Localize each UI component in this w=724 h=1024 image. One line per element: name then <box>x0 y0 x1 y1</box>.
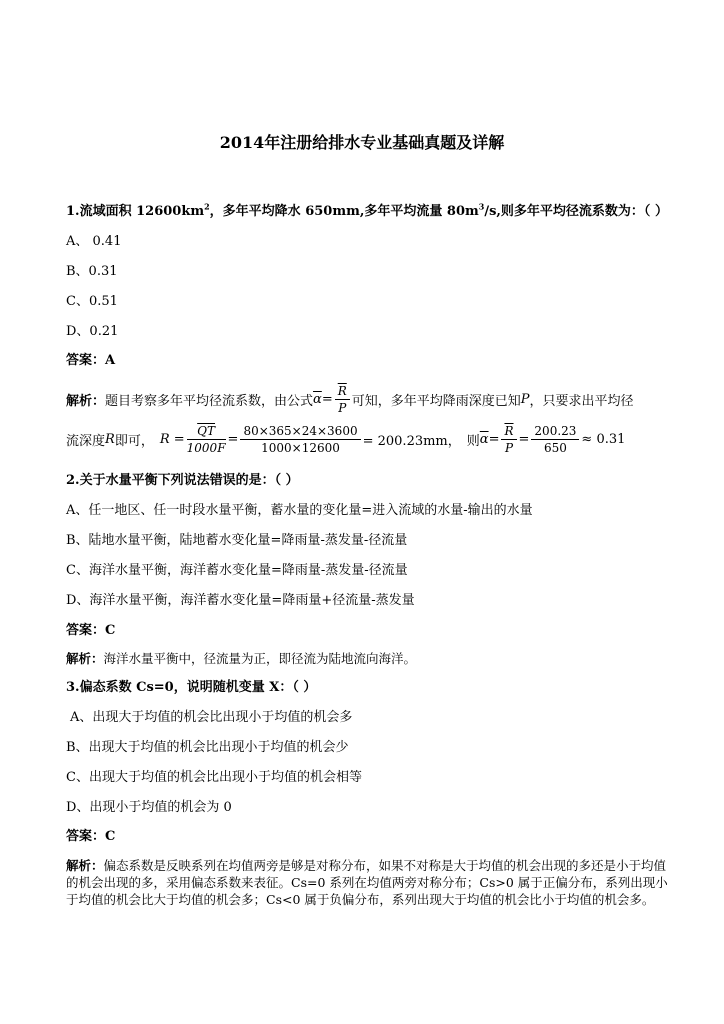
explanation-text-1c: ，只要求出平均径 <box>529 393 634 409</box>
explanation-text-2b: 即可， <box>114 433 154 449</box>
explanation-label: 解析： <box>66 393 106 409</box>
question-3-option-a: A、出现大于均值的机会比出现小于均值的机会多 <box>70 710 353 725</box>
explanation-text-ze: 则 <box>466 433 480 449</box>
question-3-stem: 3.偏态系数 Cs=0，说明随机变量 X：（ ） <box>66 680 317 695</box>
question-1-answer <box>66 353 115 369</box>
question-1-option-a: A、 0.41 <box>66 234 122 249</box>
formula-denominator-p: P <box>338 400 347 415</box>
answer-label: 答案： <box>66 829 106 844</box>
explanation-text: 海洋水量平衡中，径流量为正，即径流为陆地流向海洋。 <box>103 651 417 666</box>
explanation-label: 解析： <box>66 858 104 873</box>
formula-denominator-p-2: P <box>504 440 514 455</box>
question-2-option-a: A、任一地区、任一时段水量平衡，蓄水量的变化量=进入流域的水量-输出的水量 <box>66 503 533 518</box>
formula-denominator-1000f: 1000F <box>186 440 226 455</box>
answer-value: C <box>105 829 116 844</box>
question-2-explanation <box>66 651 416 667</box>
question-2-stem: 2.关于水量平衡下列说法错误的是：（ ） <box>66 473 299 488</box>
formula-equals: = <box>321 391 333 407</box>
formula-calculation <box>240 423 360 456</box>
formula-qt-over-f <box>187 423 226 456</box>
explanation-text-2a: 流深度 <box>66 433 106 449</box>
question-1-stem-part2: ，多年平均降水 650mm,多年平均流量 80m <box>209 204 479 219</box>
formula-result-numerator: 200.23 <box>531 423 579 440</box>
question-3-option-c: C、出现大于均值的机会比出现小于均值的机会相等 <box>66 770 362 785</box>
question-1-stem-part1: 1.流域面积 12600km <box>66 204 205 219</box>
formula-approx-result: ≈ 0.31 <box>581 431 626 447</box>
question-1-option-b: B、0.31 <box>66 264 118 279</box>
explanation-text: 偏态系数是反映系列在均值两旁是够是对称分布，如果不对称是大于均值的机会出现的多还是小于均值的机会出现的多，采用偏态系数来表征。Cs=0 系列在均值两旁对称分布；Cs>0 属于正偏分布，系列出现小于均值的机会比大于均值的机会多；Cs<0 属于负偏分布，系列出现大于均值的机会比小于均值的机会多。 <box>66 858 668 907</box>
question-3-option-d: D、出现小于均值的机会为 0 <box>66 800 232 815</box>
page-title: 2014年注册给排水专业基础真题及详解 <box>219 133 505 152</box>
formula-r-over-p-2 <box>501 423 516 456</box>
question-2-option-c: C、海洋水量平衡，海洋蓄水变化量=降雨量-蒸发量-径流量 <box>66 563 408 578</box>
question-3-explanation <box>66 857 670 908</box>
formula-calc-numerator: 80×365×24×3600 <box>240 423 360 440</box>
formula-equals-2: = <box>227 431 239 447</box>
question-2-answer <box>66 623 115 639</box>
question-3-answer <box>66 829 115 845</box>
formula-r-result: = 200.23mm， <box>362 433 461 449</box>
formula-numerator-r-2: $\overline{R}$ <box>501 423 516 440</box>
answer-value: A <box>105 353 116 368</box>
question-1-sup-flow: 3 <box>478 201 485 212</box>
question-1-stem-part3: /s,则多年平均径流系数为：（ ） <box>484 204 668 219</box>
formula-numerator-r: $\overline{R}$ <box>335 383 350 400</box>
formula-calc-denominator: 1000×12600 <box>261 440 340 455</box>
explanation-text-1a: 题目考察多年平均径流系数，由公式 <box>105 393 314 409</box>
explanation-label: 解析： <box>66 651 104 666</box>
formula-r-equals: R = <box>159 431 185 447</box>
formula-alpha-2: $\overline{\alpha}$ <box>479 431 489 447</box>
question-1-explanation-line-1 <box>66 379 634 419</box>
question-2-option-d: D、海洋水量平衡，海洋蓄水变化量=降雨量+径流量-蒸发量 <box>66 593 415 608</box>
question-1-option-c: C、0.51 <box>66 294 118 309</box>
symbol-p: P <box>520 391 530 407</box>
question-2-option-b: B、陆地水量平衡，陆地蓄水变化量=降雨量-蒸发量-径流量 <box>66 533 408 548</box>
question-1-sup-area: 2 <box>204 201 210 212</box>
formula-alpha: $\overline{\alpha}$ <box>313 391 322 407</box>
formula-result-denominator: 650 <box>543 440 567 455</box>
symbol-r: R <box>105 431 115 447</box>
formula-numerator-qt: $\overline{QT}$ <box>187 423 226 440</box>
question-1-stem <box>66 201 668 220</box>
answer-label: 答案： <box>66 623 106 638</box>
formula-result-fraction <box>531 423 579 456</box>
explanation-text-1b: 可知，多年平均降雨深度已知 <box>351 393 521 409</box>
question-1-option-d: D、0.21 <box>66 324 119 339</box>
answer-label: 答案： <box>66 353 106 368</box>
question-1-explanation-line-2 <box>66 419 625 459</box>
formula-equals-3: = <box>488 431 500 447</box>
answer-value: C <box>105 623 116 638</box>
question-3-option-b: B、出现大于均值的机会比出现小于均值的机会少 <box>66 740 349 755</box>
formula-equals-4: = <box>518 431 530 447</box>
formula-r-over-p <box>335 383 350 416</box>
